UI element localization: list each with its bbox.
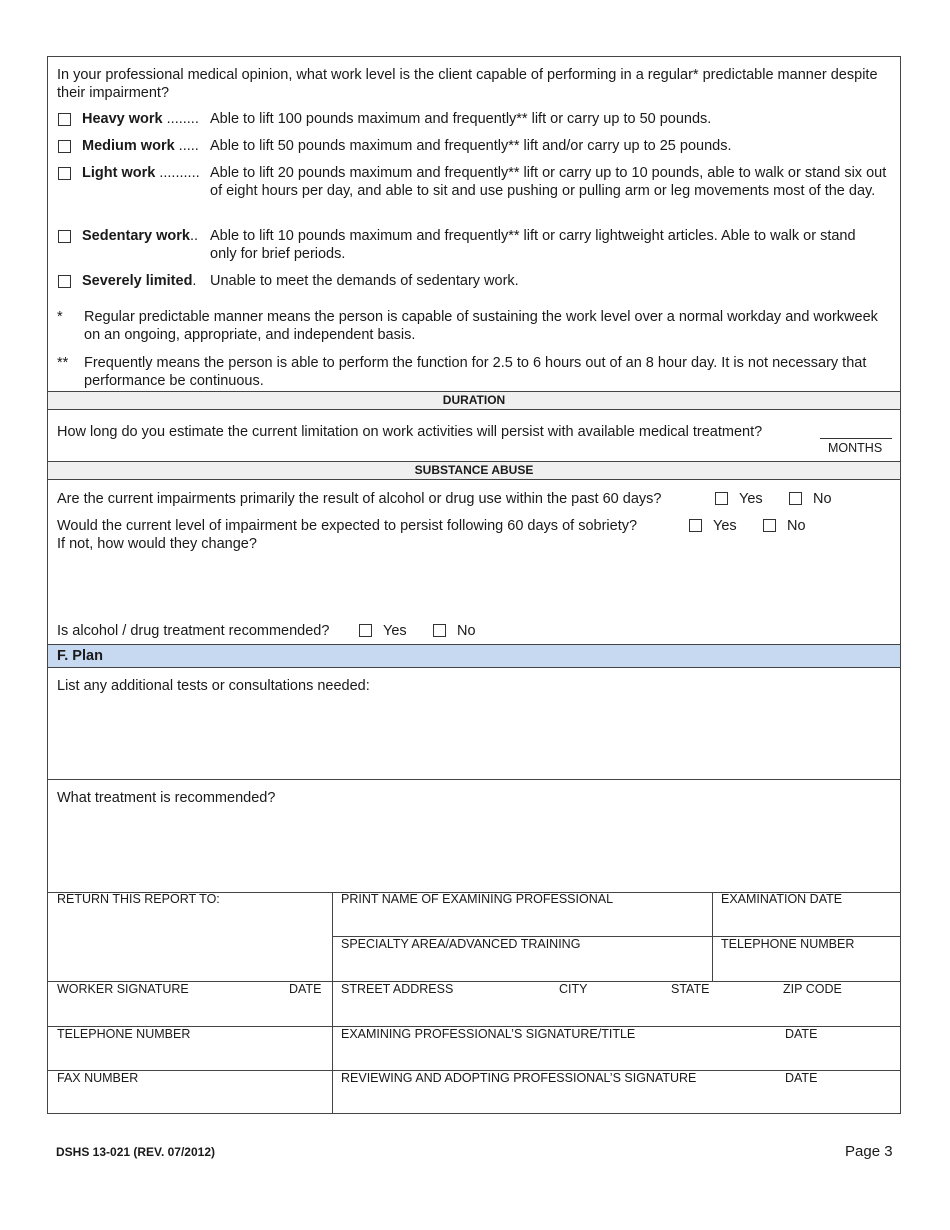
light-work-description: Able to lift 20 pounds maximum and frequently** lift or carry up to 10 pounds, able to walk or stand six out of eight hours per day, and able to sit and use pushing or pulling arm or leg movements most of the day. (210, 165, 887, 199)
q1-yes-checkbox[interactable] (715, 492, 728, 505)
specialty-label: SPECIALTY AREA/ADVANCED TRAINING (341, 937, 581, 951)
months-label: MONTHS (828, 441, 883, 455)
city-label: CITY (559, 982, 588, 996)
exam-date-label: EXAMINATION DATE (721, 892, 843, 906)
return-to-label: RETURN THIS REPORT TO: (57, 892, 220, 906)
reviewing-signature-label: REVIEWING AND ADOPTING PROFESSIONAL’S SIGNATURE (341, 1071, 697, 1085)
severely-limited-description: Unable to meet the demands of sedentary work. (210, 273, 519, 289)
worker-date-label: DATE (289, 982, 322, 996)
footnote-mark-frequently: ** (57, 355, 69, 371)
medium-work-description: Able to lift 50 pounds maximum and frequently** lift and/or carry up to 25 pounds. (210, 138, 732, 154)
light-work-label: Light work .......... (82, 165, 200, 181)
substance-q2: Would the current level of impairment be expected to persist following 60 days of sobriety? (57, 518, 638, 534)
substance-abuse-header: SUBSTANCE ABUSE (48, 461, 900, 480)
reviewing-date-label: DATE (785, 1071, 818, 1085)
substance-q1: Are the current impairments primarily the result of alcohol or drug use within the past 60 days? (57, 491, 662, 507)
treatment-label: What treatment is recommended? (57, 790, 276, 806)
print-name-label: PRINT NAME OF EXAMINING PROFESSIONAL (341, 892, 614, 906)
tests-label: List any additional tests or consultations needed: (57, 678, 370, 694)
q1-no-checkbox[interactable] (789, 492, 802, 505)
form-frame (47, 56, 901, 1114)
light-work-checkbox[interactable] (58, 167, 71, 180)
q3-no-label: No (457, 623, 476, 639)
severely-limited-checkbox[interactable] (58, 275, 71, 288)
zip-label: ZIP CODE (783, 982, 842, 996)
divider (48, 779, 900, 780)
duration-question: How long do you estimate the current limitation on work activities will persist with available medical treatment? (57, 424, 763, 440)
q3-yes-checkbox[interactable] (359, 624, 372, 637)
telephone-left-label: TELEPHONE NUMBER (57, 1027, 191, 1041)
q1-no-label: No (813, 491, 832, 507)
q3-yes-label: Yes (383, 623, 407, 639)
plan-header: F. Plan (48, 644, 900, 668)
heavy-work-label: Heavy work ........ (82, 111, 199, 127)
q2-yes-checkbox[interactable] (689, 519, 702, 532)
q3-no-checkbox[interactable] (433, 624, 446, 637)
q2-no-label: No (787, 518, 806, 534)
sedentary-work-description: Able to lift 10 pounds maximum and frequently** lift or carry lightweight articles. Able to walk or stand only for brief periods. (210, 228, 856, 262)
divider (332, 892, 333, 1114)
medium-work-checkbox[interactable] (58, 140, 71, 153)
months-input-line[interactable] (820, 438, 892, 439)
examining-date-label: DATE (785, 1027, 818, 1041)
work-level-question: In your professional medical opinion, what work level is the client capable of performing in a regular* predictable manner despite their impairment? (57, 67, 878, 101)
page-number: Page 3 (845, 1143, 893, 1160)
examining-signature-label: EXAMINING PROFESSIONAL’S SIGNATURE/TITLE (341, 1027, 636, 1041)
street-label: STREET ADDRESS (341, 982, 454, 996)
sedentary-work-label: Sedentary work.. (82, 228, 199, 244)
heavy-work-description: Able to lift 100 pounds maximum and frequently** lift or carry up to 50 pounds. (210, 111, 712, 127)
footnote-frequently: Frequently means the person is able to perform the function for 2.5 to 6 hours out of an 8 hour day. It is not necessary that performance be continuous. (84, 355, 867, 389)
duration-header: DURATION (48, 391, 900, 410)
q2-no-checkbox[interactable] (763, 519, 776, 532)
substance-q2-followup: If not, how would they change? (57, 536, 257, 552)
substance-q3: Is alcohol / drug treatment recommended? (57, 623, 330, 639)
severely-limited-label: Severely limited. (82, 273, 197, 289)
form-id: DSHS 13-021 (REV. 07/2012) (56, 1145, 215, 1159)
footnote-mark-regular: * (57, 309, 63, 325)
telephone-label: TELEPHONE NUMBER (721, 937, 855, 951)
worker-signature-label: WORKER SIGNATURE (57, 982, 189, 996)
fax-label: FAX NUMBER (57, 1071, 139, 1085)
sedentary-work-checkbox[interactable] (58, 230, 71, 243)
medium-work-label: Medium work ..... (82, 138, 199, 154)
footnote-regular: Regular predictable manner means the person is capable of sustaining the work level over a normal workday and workweek on an ongoing, appropriate, and independent basis. (84, 309, 878, 343)
state-label: STATE (671, 982, 710, 996)
q2-yes-label: Yes (713, 518, 737, 534)
heavy-work-checkbox[interactable] (58, 113, 71, 126)
q1-yes-label: Yes (739, 491, 763, 507)
